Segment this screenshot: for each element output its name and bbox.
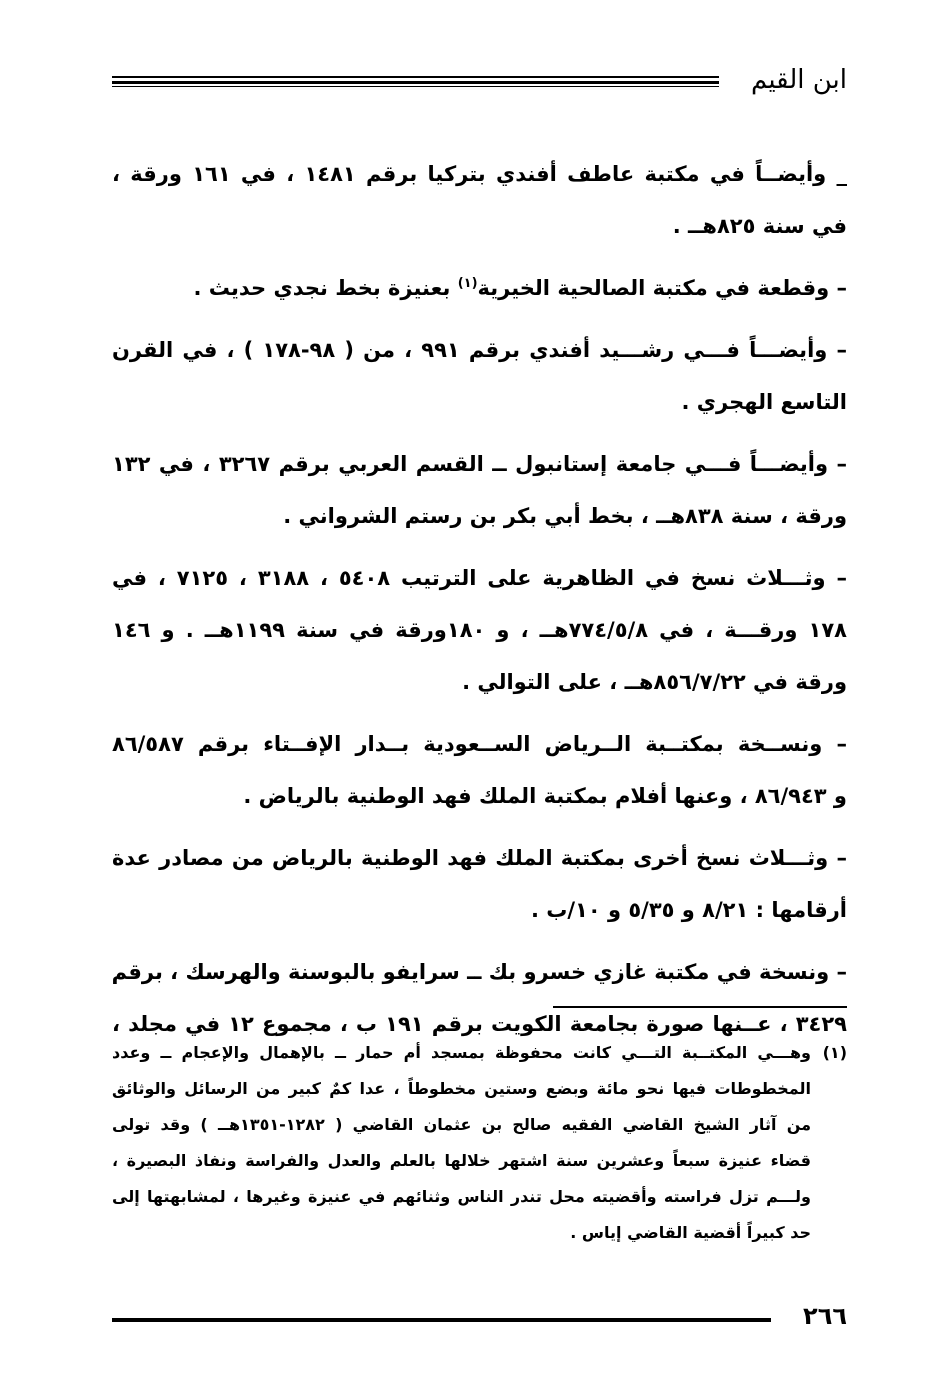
text-line: – وأيضـــاً فـــي رشـــيد أفندي برقم ٩٩١ ، من ( ٩٨-١٧٨ ) ، في القرن [112, 338, 847, 362]
footnote-marker[interactable]: (١) [457, 276, 478, 291]
text-line: في سنة ٨٢٥هــ . [672, 214, 847, 238]
footnote-line: قضاء عنيزة سبعاً وعشرين سنة اشتهر خلالها بالعلم والعدل والفراسة ونفاذ البصيرة ، [112, 1151, 811, 1170]
paragraph [112, 262, 847, 314]
text-segment: بعنيزة بخط نجدي حديث . [193, 276, 458, 300]
page-number: ٢٦٦ [803, 1302, 847, 1330]
paragraph [112, 324, 847, 428]
footnote-line: وهـــي المكتــبة التـــي كانت محفوظة بمسجد أم حمار ــ بالإهمال والإعجام ــ وعدد [112, 1043, 811, 1062]
text-line: – ونســخة بمكتــبة الــرياض الســعودية بــدار الإفــتاء برقم ٨٦/٥٨٧ [112, 732, 847, 756]
footnote-line: من آثار الشيخ القاضي الفقيه صالح بن عثمان القاضي ( ١٢٨٢-١٣٥١هــ ) وقد تولى [112, 1115, 811, 1134]
text-line: _ وأيضــاً في مكتبة عاطف أفندي بتركيا برقم ١٤٨١ ، في ١٦١ ورقة ، [112, 162, 847, 186]
text-segment: – وقطعة في مكتبة الصالحية الخيرية [477, 276, 847, 300]
footnote-line: حد كبيراً أقضية القاضي إياس . [570, 1223, 811, 1242]
main-text [112, 148, 847, 1060]
footnote-number: (١) [822, 1043, 847, 1062]
text-line: ١٧٨ ورقـــة ، في ٧٧٤/٥/٨هــ ، و ١٨٠ورقة في سنة ١١٩٩هــ . و ١٤٦ [112, 618, 847, 642]
paragraph [112, 438, 847, 542]
text-line: التاسع الهجري . [681, 390, 847, 414]
paragraph [112, 552, 847, 708]
text-line [112, 262, 847, 314]
text-line: و ٨٦/٩٤٣ ، وعنها أفلام بمكتبة الملك فهد الوطنية بالرياض . [243, 784, 847, 808]
footnote [112, 1035, 847, 1251]
footnote-line: المخطوطات فيها نحو مائة وبضع وستين مخطوطاً ، عدا كمٌ كبير من الرسائل والوثائق [112, 1079, 811, 1098]
text-line: ورقة ، سنة ٨٣٨هــ ، بخط أبي بكر بن رستم الشرواني . [283, 504, 847, 528]
page-header [112, 62, 847, 102]
text-line: ورقة في ٨٥٦/٧/٢٢هــ ، على التوالي . [462, 670, 847, 694]
footnotes [112, 1035, 847, 1251]
text-line: – وثـــلاث نسخ أخرى بمكتبة الملك فهد الوطنية بالرياض من مصادر عدة [112, 846, 847, 870]
text-line: – ونسخة في مكتبة غازي خسرو بك ــ سرايفو بالبوسنة والهرسك ، برقم [112, 960, 847, 984]
paragraph [112, 718, 847, 822]
text-line: – وثـــلاث نسخ في الظاهرية على الترتيب ٥٤٠٨ ، ٣١٨٨ ، ٧١٢٥ ، في [112, 566, 847, 590]
footnote-line: ولـــم تزل فراسته وأقضيته محل تندر الناس وثنائهم في عنيزة وغيرها ، لمشابهتها إلى [112, 1187, 811, 1206]
text-line: – وأيضـــاً فـــي جامعة إستانبول ــ القسم العربي برقم ٣٢٦٧ ، في ١٣٢ [112, 452, 847, 476]
paragraph [112, 832, 847, 936]
running-title: ابن القيم [751, 65, 847, 95]
footnote-separator [553, 1006, 847, 1008]
text-line: ٣٤٢٩ ، عــنها صورة بجامعة الكويت برقم ١٩١ ب ، مجموع ١٢ في مجلد ، [112, 1012, 847, 1036]
footer-rule [112, 1318, 771, 1322]
text-line: أرقامها : ٨/٢١ و ٥/٣٥ و ١٠/ب . [530, 898, 847, 922]
page-footer [112, 1296, 847, 1336]
paragraph [112, 148, 847, 252]
header-rule [112, 76, 719, 87]
